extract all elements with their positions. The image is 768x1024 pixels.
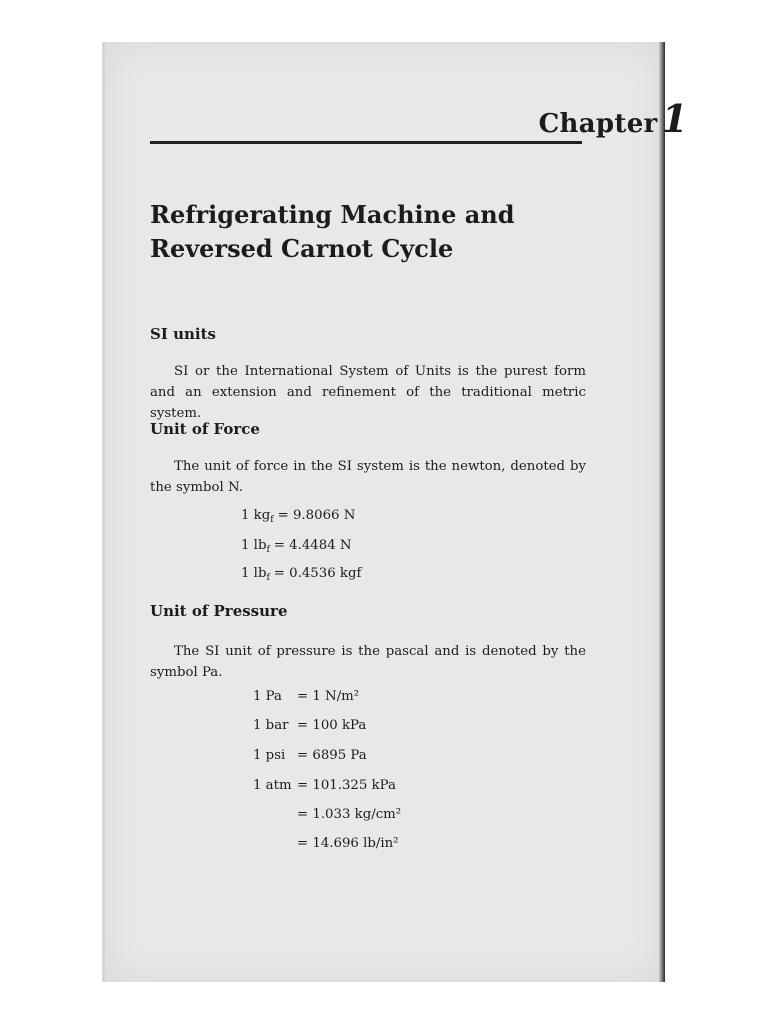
chapter-header <box>539 96 688 141</box>
equation-subscript: f <box>270 515 274 525</box>
chapter-number: 1 <box>661 96 688 141</box>
equation-atm-lbin2 <box>253 836 399 851</box>
equation-subscript: f <box>266 545 270 555</box>
paragraph-si-units-text: SI or the International System of Units is the purest form and an extension and refinement of the traditional metric system. <box>150 364 586 421</box>
chapter-label: Chapter <box>538 109 658 139</box>
equation-rhs: = 9.8066 N <box>277 508 356 523</box>
equation-lhs: 1 Pa <box>253 689 282 704</box>
chapter-title <box>150 198 590 266</box>
equation-rhs: = 1.033 kg/cm² <box>297 807 402 822</box>
section-heading-unit-of-force: Unit of Force <box>150 420 260 438</box>
equation-rhs: = 6895 Pa <box>297 748 367 763</box>
equation-lhs: 1 kg <box>241 508 271 523</box>
paragraph-unit-of-pressure-text: The SI unit of pressure is the pascal and is denoted by the symbol Pa. <box>150 644 586 680</box>
page-right-edge <box>659 42 665 982</box>
equation-lbf-to-newton <box>241 538 352 555</box>
equation-atm <box>253 778 396 793</box>
paragraph-unit-of-pressure <box>150 641 586 683</box>
page-left-edge <box>102 42 105 982</box>
equation-rhs: = 1 N/m² <box>297 689 360 704</box>
equation-subscript: f <box>266 573 270 583</box>
section-heading-unit-of-pressure: Unit of Pressure <box>150 602 288 620</box>
equation-rhs: = 0.4536 kgf <box>273 566 362 581</box>
equation-kgf-to-newton <box>241 508 355 525</box>
equation-lhs: 1 psi <box>253 748 286 763</box>
paragraph-unit-of-force <box>150 456 586 498</box>
paragraph-si-units <box>150 361 586 424</box>
equation-pascal <box>253 689 359 704</box>
equation-rhs: = 14.696 lb/in² <box>297 836 399 851</box>
chapter-rule <box>150 141 582 144</box>
paragraph-unit-of-force-text: The unit of force in the SI system is the newton, denoted by the symbol N. <box>150 459 586 495</box>
equation-lbf-to-kgf <box>241 566 361 583</box>
equation-lhs: 1 bar <box>253 718 289 733</box>
equation-rhs: = 4.4484 N <box>273 538 352 553</box>
chapter-title-line-2: Reversed Carnot Cycle <box>150 234 454 263</box>
equation-lhs: 1 lb <box>241 538 267 553</box>
equation-rhs: = 100 kPa <box>297 718 367 733</box>
chapter-title-line-1: Refrigerating Machine and <box>150 200 515 229</box>
equation-lhs: 1 lb <box>241 566 267 581</box>
equation-rhs: = 101.325 kPa <box>297 778 396 793</box>
equation-atm-kgcm2 <box>253 807 401 822</box>
equation-bar <box>253 718 366 733</box>
equation-psi <box>253 748 367 763</box>
equation-lhs: 1 atm <box>253 778 292 793</box>
section-heading-si-units: SI units <box>150 325 216 343</box>
